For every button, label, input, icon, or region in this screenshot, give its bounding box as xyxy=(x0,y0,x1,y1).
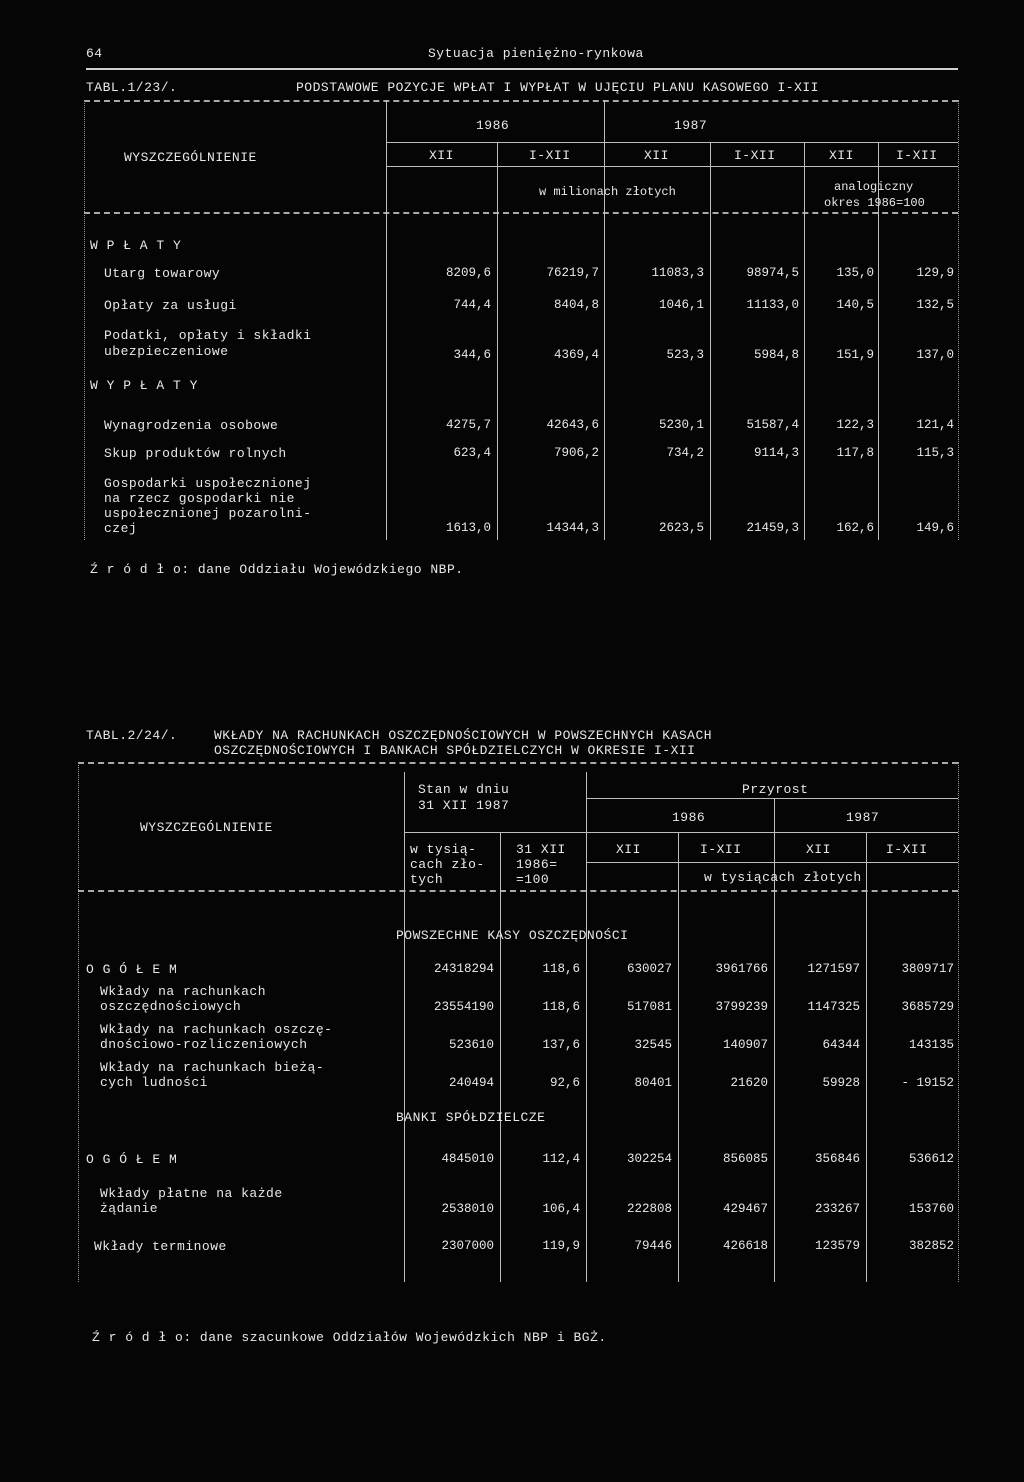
table1-top-rule xyxy=(84,100,958,102)
section-title: W P Ł A T Y xyxy=(90,238,182,253)
cell: 24318294 xyxy=(433,962,494,976)
cell: 1046,1 xyxy=(658,298,704,312)
table2-right-rule xyxy=(958,762,959,1282)
cell: 240494 xyxy=(448,1076,494,1090)
cell: 153760 xyxy=(908,1202,954,1216)
cell: 3809717 xyxy=(901,962,954,976)
cell: 76219,7 xyxy=(546,266,599,280)
cell: 21620 xyxy=(730,1076,768,1090)
cell: 623,4 xyxy=(453,446,491,460)
row-label: ubezpieczeniowe xyxy=(104,344,229,359)
cell: 302254 xyxy=(626,1152,672,1166)
table2-sub-rule xyxy=(404,832,958,833)
table1-col-divider xyxy=(804,142,805,540)
cell: 162,6 xyxy=(836,521,874,535)
cell: 23554190 xyxy=(433,1000,494,1014)
row-label: czej xyxy=(104,521,138,536)
row-label: Wkłady na rachunkach bieżą- xyxy=(100,1060,325,1075)
cell: 1147325 xyxy=(807,1000,860,1014)
row-label: Wkłady płatne na każde xyxy=(100,1186,283,1201)
cell: 5984,8 xyxy=(753,348,799,362)
row-label: oszczędnościowych xyxy=(100,999,242,1014)
row-label: żądanie xyxy=(100,1201,159,1216)
cell: 137,6 xyxy=(542,1038,580,1052)
table1-col-header: XII xyxy=(829,148,854,163)
table2-header-bottom-rule xyxy=(78,890,958,892)
cell: 64344 xyxy=(822,1038,860,1052)
cell: 517081 xyxy=(626,1000,672,1014)
cell: 80401 xyxy=(634,1076,672,1090)
table2-top-rule xyxy=(78,762,958,764)
cell: 2538010 xyxy=(441,1202,494,1216)
page-number: 64 xyxy=(86,46,103,61)
table2-stan: 31 XII 1987 xyxy=(418,798,510,813)
row-label: Skup produktów rolnych xyxy=(104,446,287,461)
cell: 744,4 xyxy=(453,298,491,312)
row-label: dnościowo-rozliczeniowych xyxy=(100,1037,308,1052)
cell: 119,9 xyxy=(542,1239,580,1253)
table2-sub2: 1986= xyxy=(516,857,558,872)
cell: 132,5 xyxy=(916,298,954,312)
cell: 140,5 xyxy=(836,298,874,312)
section-title: BANKI SPÓŁDZIELCZE xyxy=(396,1110,546,1125)
cell: 3685729 xyxy=(901,1000,954,1014)
cell: 79446 xyxy=(634,1239,672,1253)
table1-col-header: XII xyxy=(429,148,454,163)
row-label: O G Ó Ł E M xyxy=(86,1152,178,1167)
cell: 98974,5 xyxy=(746,266,799,280)
table2-unit: w tysiącach złotych xyxy=(704,870,862,885)
table2-sub1: cach zło- xyxy=(410,857,485,872)
table1-year-rule xyxy=(804,142,958,143)
table1-col-header: I-XII xyxy=(529,148,571,163)
row-label: na rzecz gospodarki nie xyxy=(104,491,295,506)
table1 xyxy=(84,100,962,580)
row-label: Opłaty za usługi xyxy=(104,298,237,313)
cell: 135,0 xyxy=(836,266,874,280)
cell: 4369,4 xyxy=(553,348,599,362)
table2-col-header: XII xyxy=(616,842,641,857)
table2-przyrost: Przyrost xyxy=(742,782,809,797)
table2-year1: 1986 xyxy=(672,810,706,825)
cell: 118,6 xyxy=(542,1000,580,1014)
cell: 121,4 xyxy=(916,418,954,432)
cell: 7906,2 xyxy=(553,446,599,460)
cell: 233267 xyxy=(814,1202,860,1216)
cell: 21459,3 xyxy=(746,521,799,535)
cell: 2307000 xyxy=(441,1239,494,1253)
row-label: cych ludności xyxy=(100,1075,208,1090)
table2-source: Ź r ó d ł o: dane szacunkowe Oddziałów Wojewódzkich NBP i BGŻ. xyxy=(92,1330,607,1345)
table1-year1: 1986 xyxy=(476,118,510,133)
cell: 112,4 xyxy=(542,1152,580,1166)
cell: 137,0 xyxy=(916,348,954,362)
cell: 42643,6 xyxy=(546,418,599,432)
row-label: uspołecznionej pozarolni- xyxy=(104,506,312,521)
cell: 123579 xyxy=(814,1239,860,1253)
cell: 523610 xyxy=(448,1038,494,1052)
table2-stan: Stan w dniu xyxy=(418,782,510,797)
table2-label: TABL.2/24/. xyxy=(86,728,178,743)
cell: 1271597 xyxy=(807,962,860,976)
cell: 9114,3 xyxy=(753,446,799,460)
table2-przyrost-rule xyxy=(586,798,958,799)
table1-source: Ź r ó d ł o: dane Oddziału Wojewódzkiego NBP. xyxy=(90,562,464,577)
table1-year2: 1987 xyxy=(674,118,708,133)
cell: 3799239 xyxy=(715,1000,768,1014)
table1-col-divider xyxy=(710,142,711,540)
row-label: Wkłady terminowe xyxy=(94,1239,227,1254)
row-label: Wkłady na rachunkach oszczę- xyxy=(100,1022,333,1037)
cell: 344,6 xyxy=(453,348,491,362)
cell: 115,3 xyxy=(916,446,954,460)
cell: 356846 xyxy=(814,1152,860,1166)
cell: 149,6 xyxy=(916,521,954,535)
cell: 140907 xyxy=(722,1038,768,1052)
table2-title: WKŁADY NA RACHUNKACH OSZCZĘDNOŚCIOWYCH W POWSZECHNYCH KASACH xyxy=(214,728,713,743)
cell: 1613,0 xyxy=(445,521,491,535)
cell: 32545 xyxy=(634,1038,672,1052)
table1-stub-header: WYSZCZEGÓLNIENIE xyxy=(124,150,257,165)
row-label: Wkłady na rachunkach xyxy=(100,984,267,999)
cell: - 19152 xyxy=(901,1076,954,1090)
table1-cols-rule xyxy=(386,166,958,167)
table2-unit-rule xyxy=(586,862,958,863)
cell: 118,6 xyxy=(542,962,580,976)
cell: 8404,8 xyxy=(553,298,599,312)
table2-left-rule xyxy=(78,762,79,1282)
section-title: POWSZECHNE KASY OSZCZĘDNOŚCI xyxy=(396,928,629,943)
row-label: Utarg towarowy xyxy=(104,266,221,281)
header-rule xyxy=(86,68,958,70)
table2-sub2: 31 XII xyxy=(516,842,566,857)
cell: 122,3 xyxy=(836,418,874,432)
cell: 8209,6 xyxy=(445,266,491,280)
table1-label: TABL.1/23/. xyxy=(86,80,178,95)
table1-col-header: I-XII xyxy=(734,148,776,163)
cell: 382852 xyxy=(908,1239,954,1253)
cell: 426618 xyxy=(722,1239,768,1253)
table2-sub2: =100 xyxy=(516,872,550,887)
section-title: W Y P Ł A T Y xyxy=(90,378,198,393)
cell: 11083,3 xyxy=(651,266,704,280)
cell: 523,3 xyxy=(666,348,704,362)
row-label: O G Ó Ł E M xyxy=(86,962,178,977)
cell: 51587,4 xyxy=(746,418,799,432)
table2 xyxy=(78,762,962,1282)
table2-stub-header: WYSZCZEGÓLNIENIE xyxy=(140,820,273,835)
table2-year2: 1987 xyxy=(846,810,880,825)
cell: 59928 xyxy=(822,1076,860,1090)
cell: 5230,1 xyxy=(658,418,704,432)
cell: 14344,3 xyxy=(546,521,599,535)
cell: 11133,0 xyxy=(746,298,799,312)
row-label: Gospodarki uspołecznionej xyxy=(104,476,312,491)
row-label: Podatki, opłaty i składki xyxy=(104,328,312,343)
row-label: Wynagrodzenia osobowe xyxy=(104,418,279,433)
table1-unit2: analogiczny xyxy=(834,180,914,194)
table1-title: PODSTAWOWE POZYCJE WPŁAT I WYPŁAT W UJĘCIU PLANU KASOWEGO I-XII xyxy=(296,80,819,95)
cell: 429467 xyxy=(722,1202,768,1216)
cell: 222808 xyxy=(626,1202,672,1216)
table2-title: OSZCZĘDNOŚCIOWYCH I BANKACH SPÓŁDZIELCZYCH W OKRESIE I-XII xyxy=(214,743,696,758)
cell: 106,4 xyxy=(542,1202,580,1216)
cell: 2623,5 xyxy=(658,521,704,535)
cell: 117,8 xyxy=(836,446,874,460)
table1-col-divider xyxy=(497,142,498,540)
table1-left-rule xyxy=(84,100,85,540)
table1-col-header: I-XII xyxy=(896,148,938,163)
table1-right-rule xyxy=(958,100,959,540)
table1-unit2: okres 1986=100 xyxy=(824,196,925,210)
table1-header-bottom-rule xyxy=(84,212,958,214)
table2-sub1: w tysią- xyxy=(410,842,477,857)
table1-unit: w milionach złotych xyxy=(539,185,676,199)
cell: 3961766 xyxy=(715,962,768,976)
cell: 4275,7 xyxy=(445,418,491,432)
table1-year-rule xyxy=(386,142,806,143)
cell: 143135 xyxy=(908,1038,954,1052)
cell: 151,9 xyxy=(836,348,874,362)
running-head: Sytuacja pieniężno-rynkowa xyxy=(428,46,644,61)
cell: 856085 xyxy=(722,1152,768,1166)
cell: 4845010 xyxy=(441,1152,494,1166)
cell: 92,6 xyxy=(549,1076,580,1090)
table2-col-header: XII xyxy=(806,842,831,857)
table1-col-header: XII xyxy=(644,148,669,163)
table2-col-header: I-XII xyxy=(886,842,928,857)
cell: 630027 xyxy=(626,962,672,976)
cell: 129,9 xyxy=(916,266,954,280)
table2-sub1: tych xyxy=(410,872,444,887)
table2-col-header: I-XII xyxy=(700,842,742,857)
cell: 536612 xyxy=(908,1152,954,1166)
cell: 734,2 xyxy=(666,446,704,460)
